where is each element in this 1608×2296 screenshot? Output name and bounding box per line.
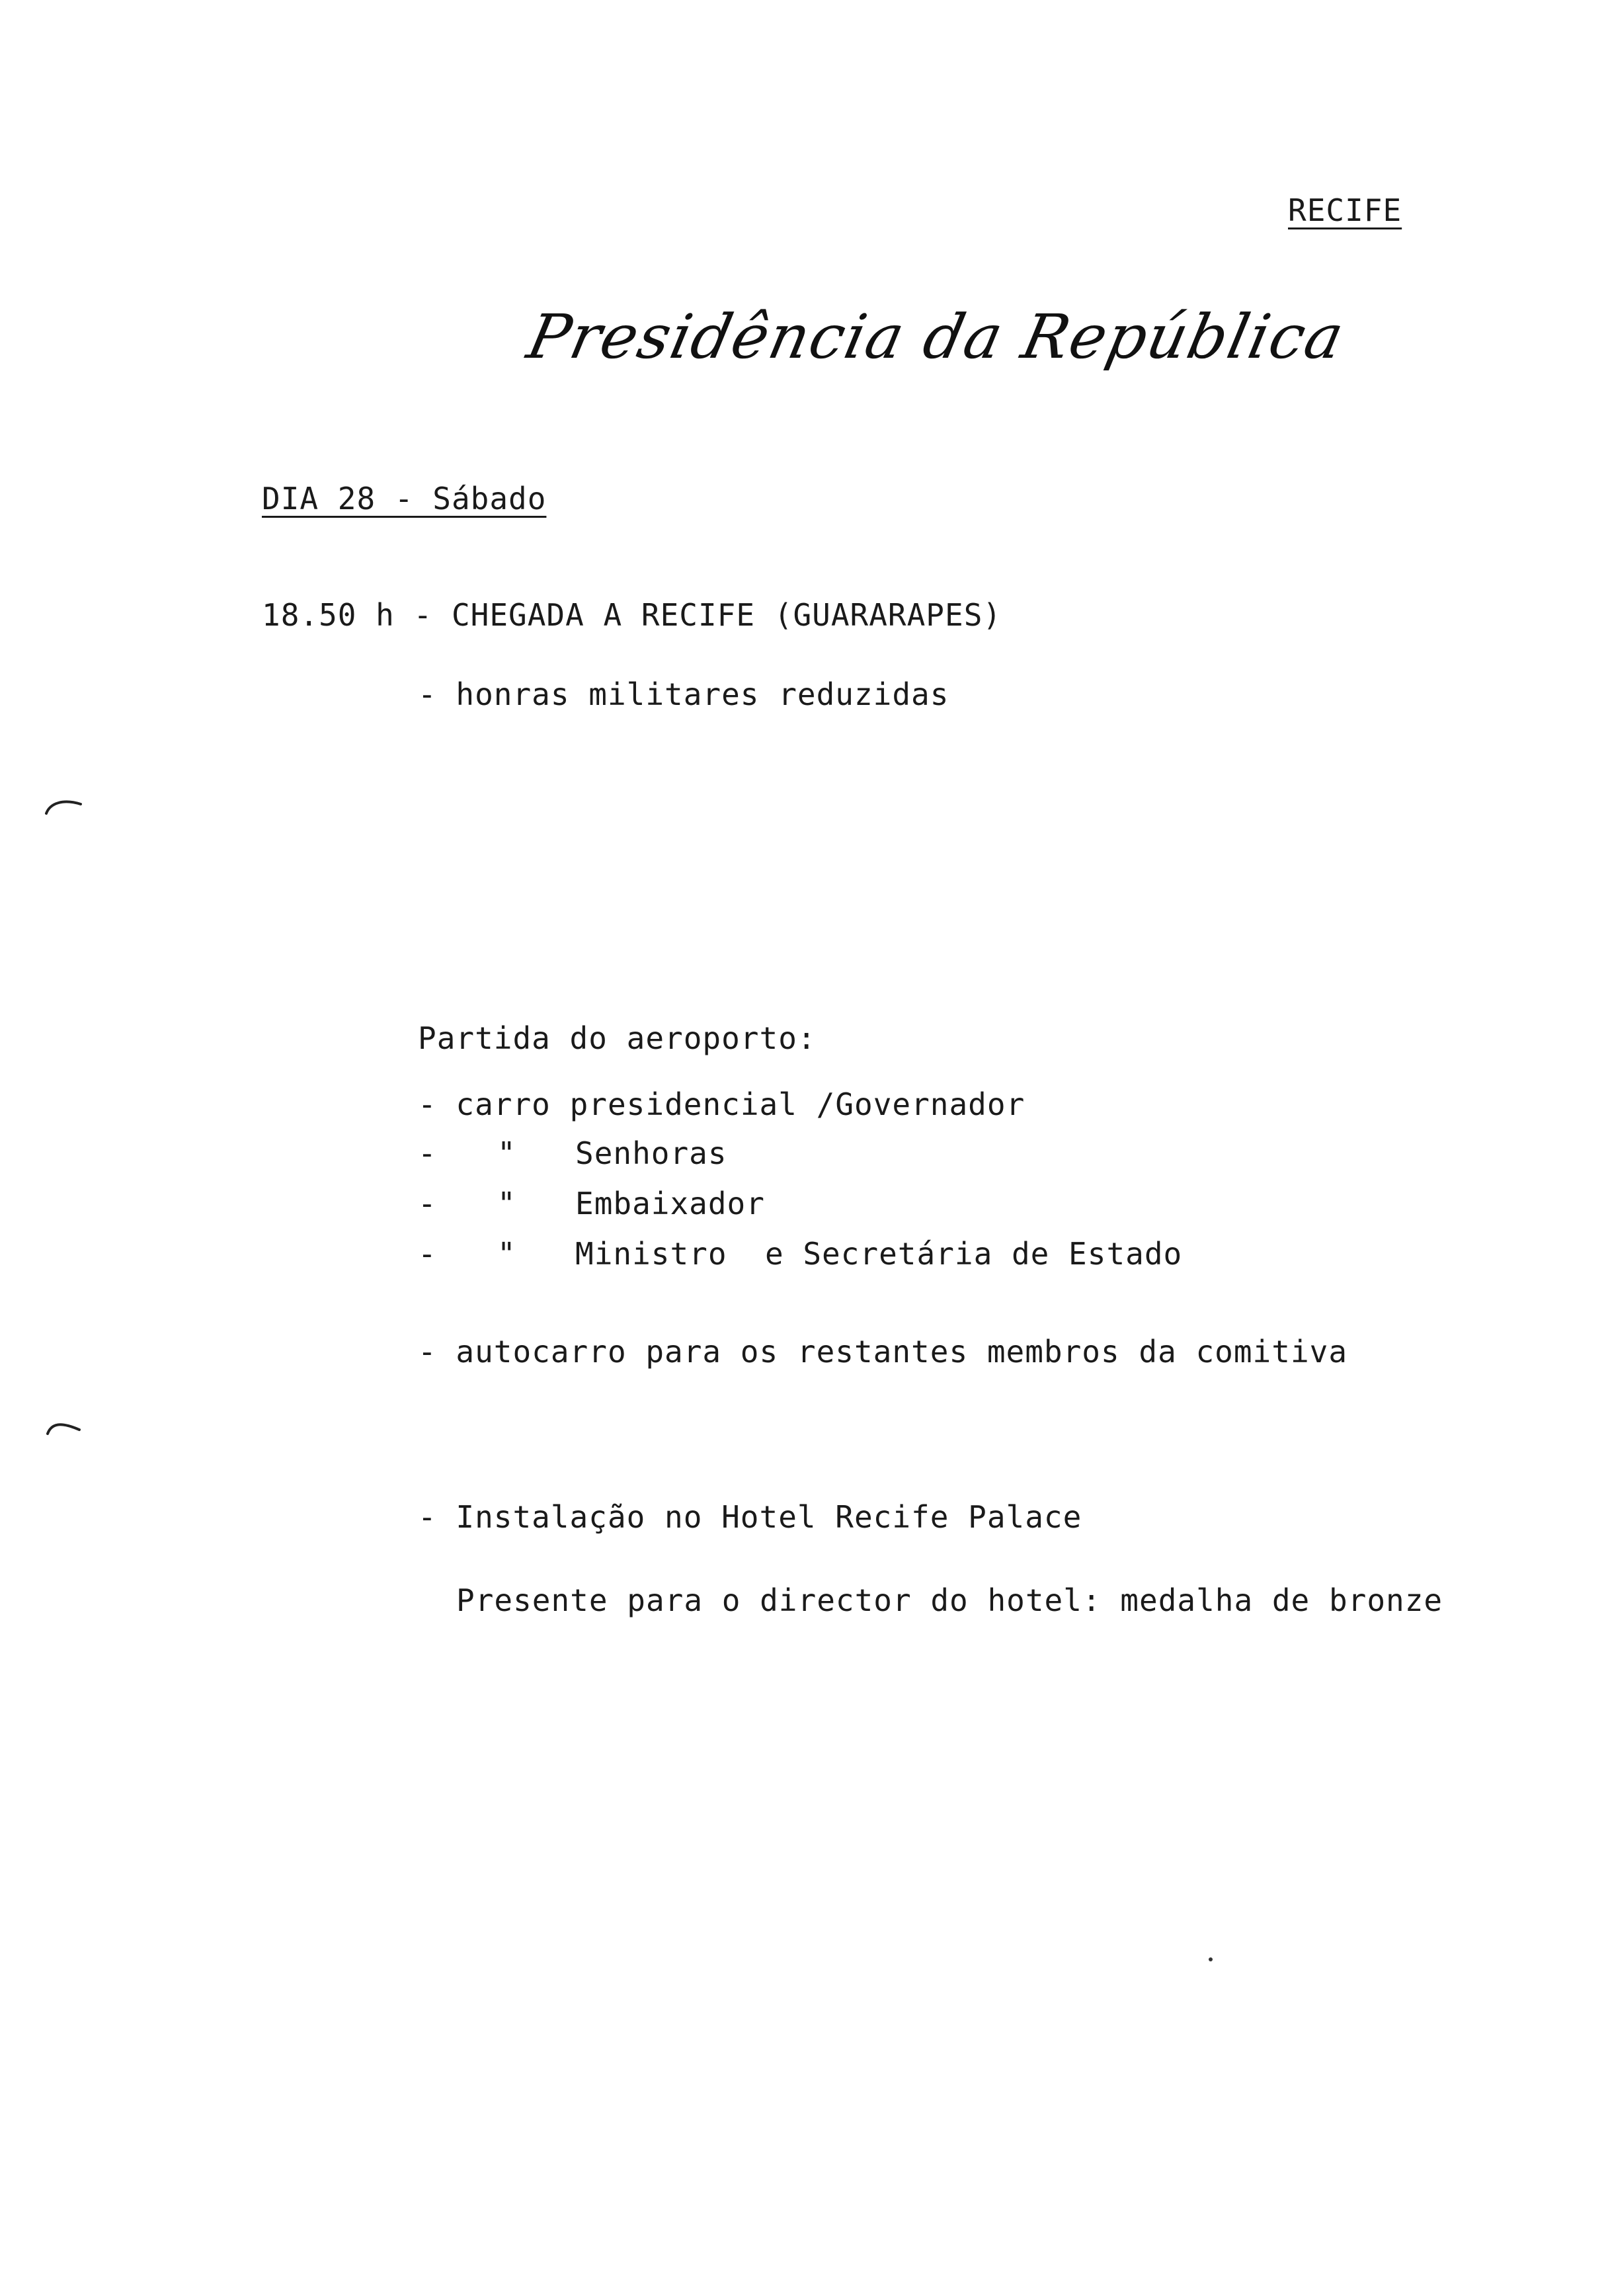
speck-mark: [1209, 1957, 1213, 1961]
bus-line: - autocarro para os restantes membros da comitiva: [418, 1334, 1348, 1370]
hotel-installation: - Instalação no Hotel Recife Palace: [418, 1499, 1082, 1535]
punch-mark-icon: [41, 794, 87, 820]
honors-line: - honras militares reduzidas: [418, 676, 949, 712]
day-title: DIA 28 - Sábado: [262, 481, 547, 516]
ditto-mark: ": [497, 1135, 516, 1171]
departure-heading: Partida do aeroporto:: [418, 1020, 817, 1056]
car-label: Embaixador: [575, 1186, 765, 1221]
car-list-item: - carro presidencial /Governador: [418, 1086, 1025, 1122]
punch-mark-icon: [41, 1415, 87, 1442]
letterhead-presidencia: Presidência da República: [521, 302, 1351, 372]
car-list-item: -: [418, 1186, 437, 1221]
ditto-mark: ": [497, 1186, 516, 1221]
car-list-item: -: [418, 1135, 437, 1171]
ditto-mark: ": [497, 1236, 516, 1272]
car-label: Ministro e Secretária de Estado: [575, 1236, 1183, 1272]
hotel-gift: Presente para o director do hotel: medalha de bronze: [456, 1582, 1443, 1618]
location-heading: RECIFE: [1288, 192, 1402, 228]
arrival-line: 18.50 h - CHEGADA A RECIFE (GUARARAPES): [262, 597, 1002, 633]
car-list-item: -: [418, 1236, 437, 1272]
car-label: Senhoras: [575, 1135, 727, 1171]
